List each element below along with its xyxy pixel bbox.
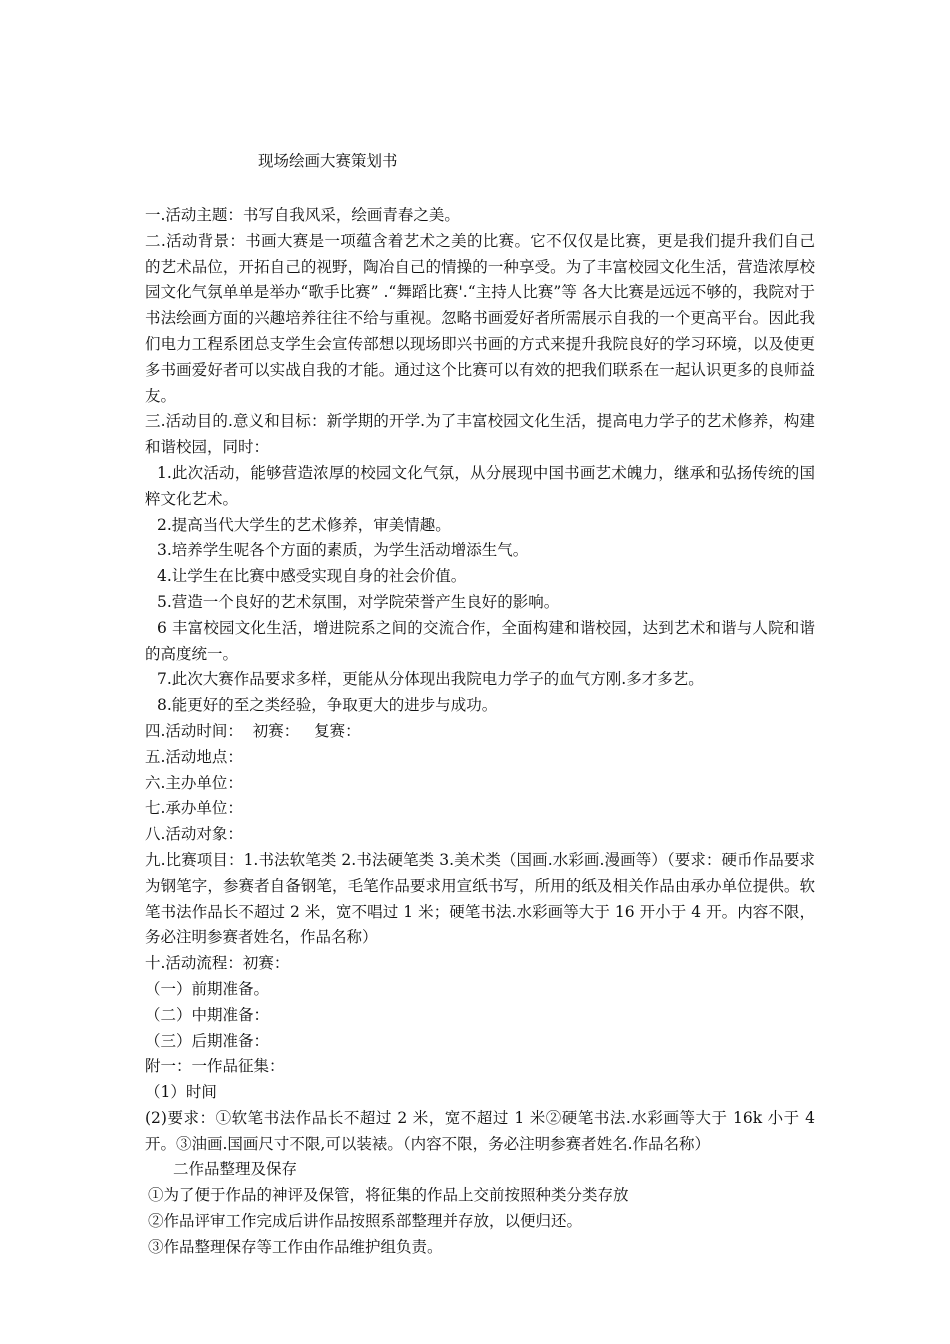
section-organizer: 六.主办单位： <box>145 773 243 792</box>
document-body <box>145 203 815 1261</box>
section-time: 四.活动时间： 初赛： 复赛： <box>145 721 361 740</box>
section-undertaker: 七.承办单位： <box>145 799 243 818</box>
storage-item-2: ②作品评审工作完成后讲作品按照系部整理并存放，以便归还。 <box>148 1212 583 1231</box>
purpose-item-3: 3.培养学生呢各个方面的素质，为学生活动增添生气。 <box>157 541 529 560</box>
appendix-requirements: (2)要求：①软笔书法作品长不超过 2 米，宽不超过 1 米②硬笔书法.水彩画等大于 16k 小于 4 开。③油画.国画尺寸不限,可以装裱。（内容不限，务必注明参赛者姓名.作品名称） <box>145 1108 815 1153</box>
process-step-2: （二）中期准备： <box>145 1005 270 1024</box>
appendix-title: 附一：一作品征集： <box>145 1057 285 1076</box>
section-purpose: 三.活动目的.意义和目标：新学期的开学.为了丰富校园文化生活，提高电力学子的艺术修养，构建和谐校园，同时： <box>145 412 815 457</box>
purpose-item-5: 5.营造一个良好的艺术氛围，对学院荣誉产生良好的影响。 <box>157 592 560 611</box>
section-participants: 八.活动对象： <box>145 825 243 844</box>
storage-item-3: ③作品整理保存等工作由作品维护组负责。 <box>148 1237 443 1256</box>
process-step-3: （三）后期准备： <box>145 1031 270 1050</box>
purpose-item-6: 6 丰富校园文化生活，增进院系之间的交流合作，全面构建和谐校园，达到艺术和谐与人院和谐的高度统一。 <box>145 618 815 663</box>
purpose-item-2: 2.提高当代大学生的艺术修养，审美情趣。 <box>157 515 451 534</box>
section-categories: 九.比赛项目：1.书法软笔类 2.书法硬笔类 3.美术类（国画.水彩画.漫画等）（要求：硬币作品要求为钢笔字，参赛者自备钢笔，毛笔作品要求用宣纸书写，所用的纸及相关作品由承办单位提供。软笔书法作品长不超过 2 米，宽不唱过 1 米；硬笔书法.水彩画等大于 16 开小于 4 开。内容不限，务必注明参赛者姓名，作品名称） <box>145 850 815 947</box>
storage-item-1: ①为了便于作品的神评及保管，将征集的作品上交前按照种类分类存放 <box>148 1186 629 1205</box>
purpose-item-8: 8.能更好的至之类经验，争取更大的进步与成功。 <box>157 696 498 715</box>
document-title: 现场绘画大赛策划书 <box>258 152 398 170</box>
appendix-storage-title: 二作品整理及保存 <box>173 1160 298 1179</box>
section-process: 十.活动流程：初赛： <box>145 954 290 973</box>
appendix-time: （1）时间 <box>145 1083 217 1102</box>
purpose-item-4: 4.让学生在比赛中感受实现自身的社会价值。 <box>157 567 467 586</box>
purpose-item-1: 1.此次活动，能够营造浓厚的校园文化气氛，从分展现中国书画艺术魄力，继承和弘扬传统的国粹文化艺术。 <box>145 463 815 508</box>
section-location: 五.活动地点： <box>145 747 243 766</box>
process-step-1: （一）前期准备。 <box>145 979 270 998</box>
purpose-item-7: 7.此次大赛作品要求多样，更能从分体现出我院电力学子的血气方刚.多才多艺。 <box>157 670 704 689</box>
section-theme: 一.活动主题：书写自我风采，绘画青春之美。 <box>145 206 460 224</box>
section-background: 二.活动背景：书画大赛是一项蕴含着艺术之美的比赛。它不仅仅是比赛，更是我们提升我们自己的艺术品位，开拓自己的视野，陶冶自己的情操的一种享受。为了丰富校园文化生活，营造浓厚校园文化气氛单单是举办“歌手比赛” .“舞蹈比赛'.“主持人比赛”等 各大比赛是远远不够的，我院对于书法绘画方面的兴趣培养往往不给与重视。忽略书画爱好者所需展示自我的一个更高平台。因此我们电力工程系团总支学生会宣传部想以现场即兴书画的方式来提升我院良好的学习环境，以及使更多书画爱好者可以实战自我的才能。通过这个比赛可以有效的把我们联系在一起认识更多的良师益友。 <box>145 231 815 405</box>
